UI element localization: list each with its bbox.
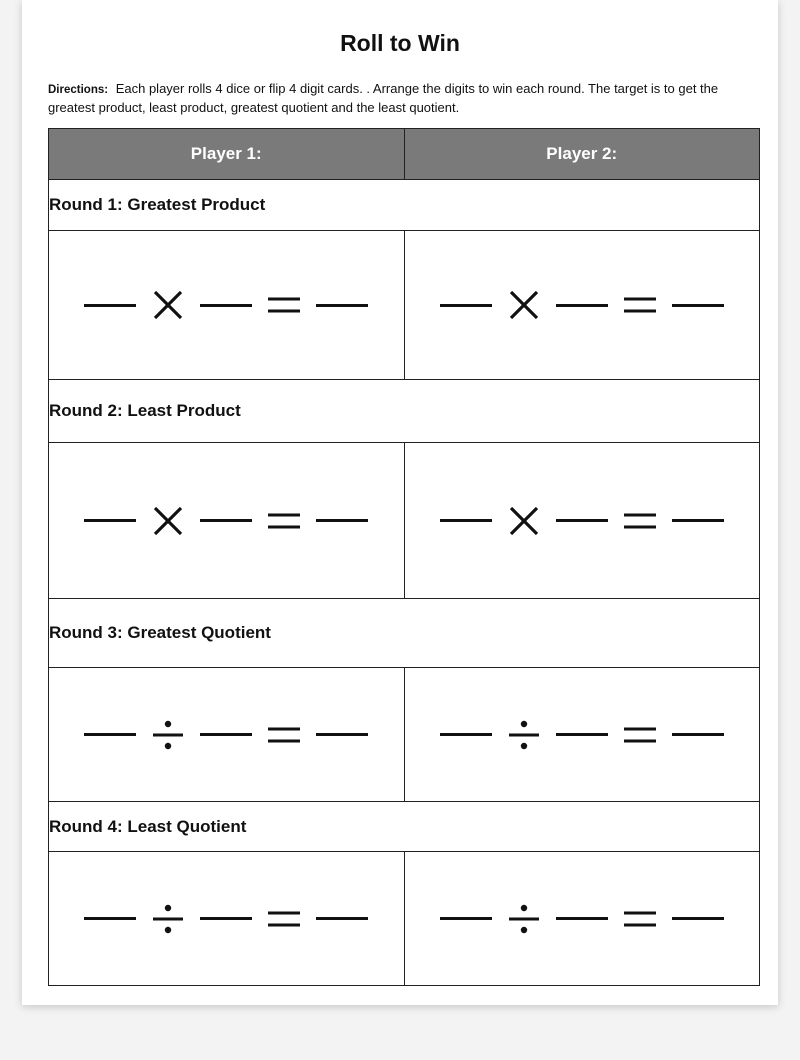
answer-blank: [316, 304, 368, 307]
equation: [49, 503, 404, 539]
round-1-label: Round 1: Greatest Product: [49, 180, 760, 231]
divide-icon: [150, 717, 186, 753]
first-number-blank: [440, 519, 492, 522]
directions: [48, 80, 728, 117]
player2-round-1-equation: [404, 231, 760, 380]
first-number-blank: [84, 733, 136, 736]
answer-blank: [672, 304, 724, 307]
equals-icon: [266, 503, 302, 539]
first-number-blank: [84, 917, 136, 920]
equals-icon: [266, 717, 302, 753]
worksheet-page: [22, 0, 778, 1005]
player1-round-2-equation: [49, 443, 405, 599]
game-table: [48, 128, 760, 986]
player2-header: Player 2:: [404, 129, 760, 180]
player1-round-4-equation: [49, 852, 405, 986]
equals-icon: [622, 287, 658, 323]
round-equation-row: [49, 443, 760, 599]
divide-icon: [506, 901, 542, 937]
first-number-blank: [84, 519, 136, 522]
answer-blank: [316, 519, 368, 522]
equation: [405, 901, 760, 937]
multiply-icon: [506, 287, 542, 323]
equals-icon: [266, 287, 302, 323]
second-number-blank: [200, 917, 252, 920]
equals-icon: [622, 717, 658, 753]
round-3-label: Round 3: Greatest Quotient: [49, 599, 760, 668]
round-equation-row: [49, 852, 760, 986]
equation: [405, 503, 760, 539]
equation: [49, 901, 404, 937]
player1-round-1-equation: [49, 231, 405, 380]
first-number-blank: [84, 304, 136, 307]
player2-round-4-equation: [404, 852, 760, 986]
player2-round-3-equation: [404, 668, 760, 802]
multiply-icon: [150, 287, 186, 323]
second-number-blank: [556, 733, 608, 736]
answer-blank: [672, 917, 724, 920]
answer-blank: [672, 733, 724, 736]
divide-icon: [150, 901, 186, 937]
equals-icon: [622, 901, 658, 937]
round-label-row: [49, 802, 760, 852]
multiply-icon: [150, 503, 186, 539]
equals-icon: [622, 503, 658, 539]
second-number-blank: [556, 304, 608, 307]
round-label-row: [49, 380, 760, 443]
divide-icon: [506, 717, 542, 753]
second-number-blank: [200, 304, 252, 307]
header-row: [49, 129, 760, 180]
player2-round-2-equation: [404, 443, 760, 599]
first-number-blank: [440, 304, 492, 307]
round-2-label: Round 2: Least Product: [49, 380, 760, 443]
round-equation-row: [49, 668, 760, 802]
answer-blank: [316, 917, 368, 920]
equation: [49, 287, 404, 323]
equation: [405, 717, 760, 753]
equals-icon: [266, 901, 302, 937]
second-number-blank: [200, 519, 252, 522]
first-number-blank: [440, 733, 492, 736]
round-label-row: [49, 180, 760, 231]
round-label-row: [49, 599, 760, 668]
round-4-label: Round 4: Least Quotient: [49, 802, 760, 852]
directions-text: Each player rolls 4 dice or flip 4 digit cards. . Arrange the digits to win each round. The target is to get the greatest product, least product, greatest quotient and the least quotient.: [48, 81, 719, 115]
answer-blank: [672, 519, 724, 522]
player1-round-3-equation: [49, 668, 405, 802]
directions-label: Directions:: [48, 84, 109, 96]
equation: [405, 287, 760, 323]
round-equation-row: [49, 231, 760, 380]
page-title: Roll to Win: [340, 30, 460, 56]
answer-blank: [316, 733, 368, 736]
equation: [49, 717, 404, 753]
second-number-blank: [556, 519, 608, 522]
multiply-icon: [506, 503, 542, 539]
second-number-blank: [200, 733, 252, 736]
player1-header: Player 1:: [49, 129, 405, 180]
second-number-blank: [556, 917, 608, 920]
first-number-blank: [440, 917, 492, 920]
